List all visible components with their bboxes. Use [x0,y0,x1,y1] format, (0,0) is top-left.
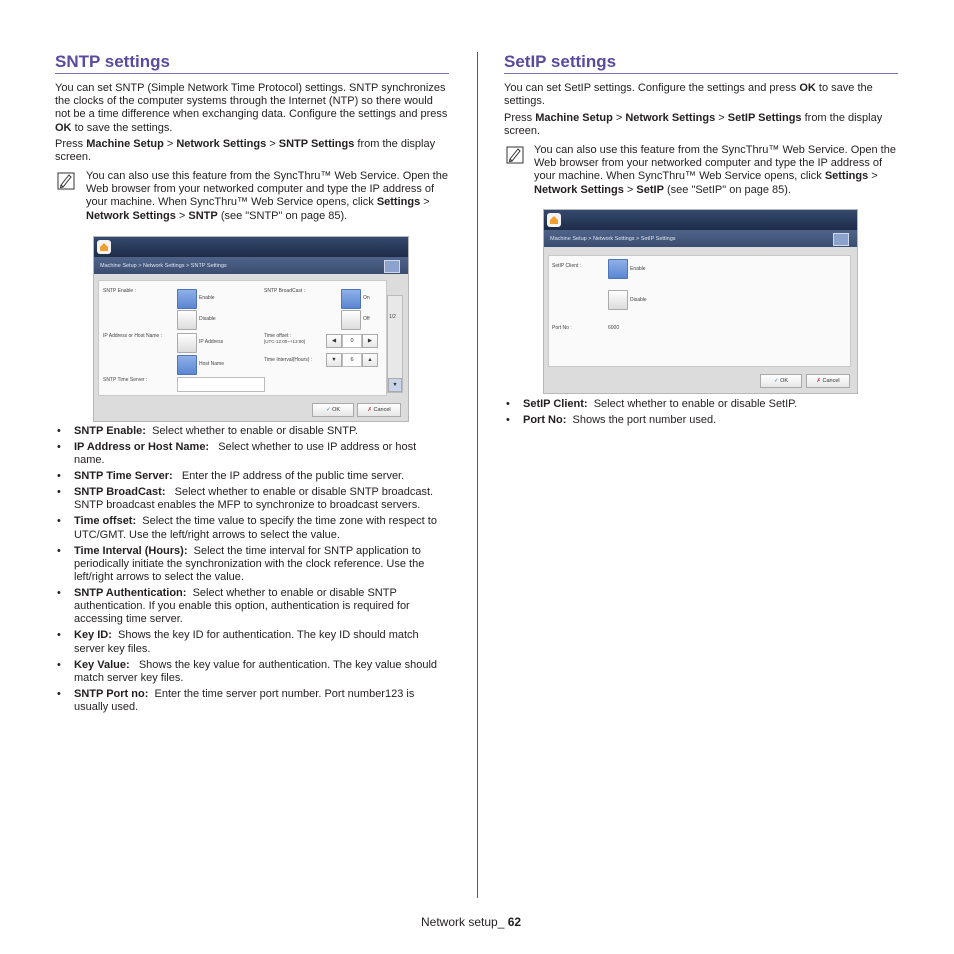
port-value: 6000 [608,325,620,331]
list-item: • Key Value: Shows the key value for authentication. The key value should match server key files. [55,659,449,685]
list-item: • SNTP Authentication: Select whether to enable or disable SNTP authentication. If you enable this option, authentication is required for accessing time server. [55,587,449,627]
screen-header [544,210,857,230]
sntp-options-list [55,425,449,717]
ip-address-checkbox[interactable] [177,333,197,353]
disable-label: Disable [199,316,216,322]
breadcrumb: Machine Setup > Network Settings > SNTP Settings [100,263,227,269]
page-number: 62 [507,915,522,929]
host-name-label: Host Name [199,361,225,367]
interval-value: 6 [342,353,362,367]
list-item: • SNTP Enable: Select whether to enable or disable SNTP. [55,425,449,438]
press-instruction: Press Machine Setup > Network Settings > SNTP Settings from the display screen. [55,138,436,164]
title-rule [504,73,898,74]
client-disable-checkbox[interactable] [608,290,628,310]
list-item: • Time offset: Select the time value to specify the time zone with respect to UTC/GMT. Use the left/right arrows to select the value. [55,515,449,541]
menu-icon[interactable] [384,260,400,273]
breadcrumb: Machine Setup > Network Settings > SetIP Settings [550,236,676,242]
list-item: • Time Interval (Hours): Select the time interval for SNTP application to periodically initiate the synchronization with the clock reference. Use the left/right arrows to select the value. [55,545,449,585]
page-indicator: 1/2 [389,314,396,320]
ok-button[interactable]: ✓ OK [760,374,802,388]
ip-host-label: IP Address or Host Name : [103,333,163,339]
page-footer [421,915,521,929]
footer-label: Network setup_ [421,915,505,929]
list-item: • SetIP Client: Select whether to enable or disable SetIP. [504,398,898,411]
home-icon[interactable] [97,240,111,254]
port-label: Port No : [552,325,572,331]
sntp-screenshot [93,236,409,422]
list-item: • SNTP Time Server: Enter the IP address of the public time server. [55,470,449,483]
scroll-down-arrow[interactable]: ▼ [388,378,402,392]
ip-address-label: IP Address [199,339,224,345]
client-enable-checkbox[interactable] [608,259,628,279]
settings-area [548,255,851,367]
offset-range-label: [UTC-12:00~+13:00] [264,339,306,344]
ok-button[interactable]: ✓ OK [312,403,354,417]
cancel-button[interactable]: ✗ Cancel [357,403,401,417]
home-icon[interactable] [547,213,561,227]
note-icon [506,146,524,164]
time-server-input[interactable] [177,377,265,392]
offset-value: 0 [342,334,362,348]
list-item: • IP Address or Host Name: Select whether to use IP address or host name. [55,441,449,467]
list-item: • SNTP BroadCast: Select whether to enable or disable SNTP broadcast. SNTP broadcast enables the MFP to synchronize to broadcast servers. [55,486,449,512]
section-title: SNTP settings [55,52,170,71]
interval-down-arrow[interactable]: ▼ [326,353,342,367]
sntp-enable-label: SNTP Enable : [103,288,136,294]
on-label: On [363,295,370,301]
settings-area [98,280,387,396]
setip-options-list [504,398,898,430]
sntp-disable-checkbox[interactable] [177,310,197,330]
offset-right-arrow[interactable]: ▶ [362,334,378,348]
offset-left-arrow[interactable]: ◀ [326,334,342,348]
note-text: You can also use this feature from the SyncThru™ Web Service. Open the Web browser from your networked computer and type the IP address of your machine. When SyncThru™ Web Service opens, click Settings > Network Settings > SetIP (see "SetIP" on page 85). [534,144,896,196]
client-label: SetIP Client : [552,263,582,269]
enable-label: Enable [199,295,215,301]
time-server-label: SNTP Time Server : [103,377,148,383]
sntp-enable-checkbox[interactable] [177,289,197,309]
time-offset-label: Time offset : [264,333,292,339]
menu-icon[interactable] [833,233,849,246]
screen-header [94,237,408,257]
note-icon [57,172,75,190]
interval-label: Time Interval(Hours) : [264,357,313,363]
title-rule [55,73,449,74]
cancel-button[interactable]: ✗ Cancel [806,374,850,388]
disable-label: Disable [630,297,647,303]
list-item: • Port No: Shows the port number used. [504,414,898,427]
section-title: SetIP settings [504,52,617,71]
list-item: • SNTP Port no: Enter the time server port number. Port number123 is usually used. [55,688,449,714]
column-divider [477,52,478,898]
broadcast-label: SNTP BroadCast : [264,288,306,294]
list-item: • Key ID: Shows the key ID for authentication. The key ID should match server key files. [55,629,449,655]
enable-label: Enable [630,266,646,272]
host-name-checkbox[interactable] [177,355,197,375]
broadcast-on-checkbox[interactable] [341,289,361,309]
intro-paragraph: You can set SNTP (Simple Network Time Protocol) settings. SNTP synchronizes the clocks of the computer systems through the Internet (NTP) so there would not be a time difference when exchanging data. Configure the settings and press OK to save the settings. [55,82,448,134]
off-label: Off [363,316,370,322]
breadcrumb-bar [544,230,857,247]
press-instruction: Press Machine Setup > Network Settings > SetIP Settings from the display screen. [504,112,883,138]
intro-paragraph: You can set SetIP settings. Configure the settings and press OK to save the settings. [504,82,873,108]
interval-up-arrow[interactable]: ▲ [362,353,378,367]
setip-screenshot [543,209,858,394]
note-text: You can also use this feature from the SyncThru™ Web Service. Open the Web browser from your networked computer and type the IP address of your machine. When SyncThru™ Web Service opens, click Settings > Network Settings > SNTP (see "SNTP" on page 85). [86,170,448,222]
breadcrumb-bar [94,257,408,274]
broadcast-off-checkbox[interactable] [341,310,361,330]
scrollbar[interactable] [387,295,403,393]
